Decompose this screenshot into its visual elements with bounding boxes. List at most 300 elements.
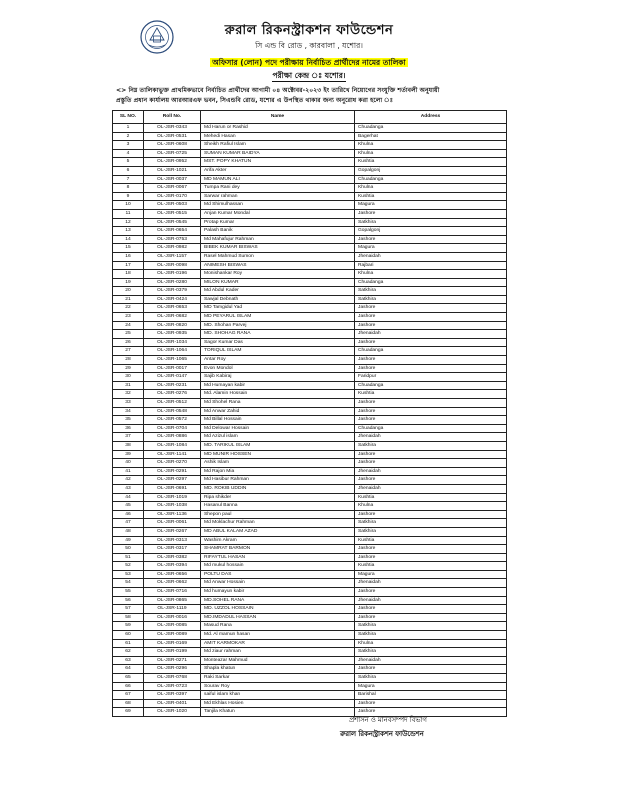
table-row (113, 373, 507, 382)
cell-roll: OL-JSR-0394 (144, 562, 201, 571)
cell-roll: OL-JSR-0865 (144, 596, 201, 605)
cell-sl: 36 (113, 424, 144, 433)
cell-roll: OL-JSR-1065 (144, 356, 201, 365)
cell-sl: 49 (113, 536, 144, 545)
cell-name: Ashik Islam (201, 459, 355, 468)
cell-roll: OL-JSR-0572 (144, 416, 201, 425)
cell-roll: OL-JSR-0662 (144, 579, 201, 588)
cell-sl: 45 (113, 502, 144, 511)
cell-sl: 15 (113, 244, 144, 253)
cell-roll: OL-JSR-0089 (144, 631, 201, 640)
cell-address: Satkhira (355, 218, 507, 227)
cell-name: MD. UZZOL HOSSAIN (201, 605, 355, 614)
table-row (113, 381, 507, 390)
cell-sl: 41 (113, 467, 144, 476)
cell-name: Sourav Roy (201, 682, 355, 691)
cell-sl: 11 (113, 209, 144, 218)
cell-sl: 52 (113, 562, 144, 571)
cell-address: Khulna (355, 141, 507, 150)
table-row (113, 287, 507, 296)
cell-sl: 68 (113, 699, 144, 708)
cell-name: Md Delowar Hossain (201, 424, 355, 433)
cell-name: Palash Banik (201, 227, 355, 236)
table-row (113, 441, 507, 450)
signature-org: রুরাল রিকনস্ট্রাকশন ফাউন্ডেশন (340, 730, 424, 738)
table-row (113, 338, 507, 347)
cell-address: Magura (355, 201, 507, 210)
cell-sl: 26 (113, 338, 144, 347)
table-row (113, 356, 507, 365)
cell-sl: 20 (113, 287, 144, 296)
cell-address: Jashore (355, 545, 507, 554)
cell-name: Ripa shikder (201, 493, 355, 502)
cell-address: Jashore (355, 459, 507, 468)
table-row (113, 510, 507, 519)
cell-sl: 8 (113, 184, 144, 193)
table-row (113, 304, 507, 313)
cell-roll: OL-JSR-0653 (144, 304, 201, 313)
table-row (113, 278, 507, 287)
table-row (113, 639, 507, 648)
cell-name: AMIT KARMOKAR (201, 639, 355, 648)
cell-name: MD. Shohan Parvej (201, 321, 355, 330)
table-row (113, 261, 507, 270)
cell-name: Md Anwar Zahid (201, 407, 355, 416)
table-row (113, 545, 507, 554)
table-row (113, 209, 507, 218)
notice-line-2: প্রস্তুতি প্রধান কার্যালয় আরআরএফ ভবন, সিএন্ডবি রোড, যশোর এ উপস্থিত থাকার জন্য অনুরোধ করা হলো ঃ (116, 96, 394, 104)
cell-roll: OL-JSR-0716 (144, 588, 201, 597)
cell-name: Masud Rana (201, 622, 355, 631)
cell-name: Antar Roy (201, 356, 355, 365)
cell-name: Shepon paul (201, 510, 355, 519)
cell-sl: 3 (113, 141, 144, 150)
cell-name: Md Billal Hossain (201, 416, 355, 425)
cell-sl: 48 (113, 527, 144, 536)
header-name: Name (201, 111, 355, 124)
cell-sl: 50 (113, 545, 144, 554)
cell-name: Tanjila Khatun (201, 708, 355, 717)
cell-address: Gopalgonj (355, 227, 507, 236)
cell-name: Md mukul hossain (201, 562, 355, 571)
cell-sl: 60 (113, 631, 144, 640)
cell-address: Khulna (355, 270, 507, 279)
cell-roll: OL-JSR-0768 (144, 674, 201, 683)
cell-roll: OL-JSR-0291 (144, 467, 201, 476)
cell-name: Md Hasibur Rahman (201, 476, 355, 485)
candidate-table (112, 110, 507, 717)
table-row (113, 682, 507, 691)
notice (116, 86, 502, 105)
cell-roll: OL-JSR-0199 (144, 648, 201, 657)
cell-sl: 9 (113, 192, 144, 201)
cell-address: Satkhira (355, 631, 507, 640)
cell-sl: 21 (113, 295, 144, 304)
cell-roll: OL-JSR-1141 (144, 450, 201, 459)
cell-address: Jashore (355, 235, 507, 244)
org-name: রুরাল রিকনস্ট্রাকশন ফাউন্ডেশন (224, 23, 394, 38)
cell-roll: OL-JSR-0317 (144, 545, 201, 554)
cell-sl: 13 (113, 227, 144, 236)
table-row (113, 433, 507, 442)
table-row (113, 252, 507, 261)
cell-roll: OL-JSR-0098 (144, 261, 201, 270)
cell-name: MD PEYARUL ISLAM (201, 313, 355, 322)
cell-address: Jashore (355, 699, 507, 708)
cell-sl: 43 (113, 484, 144, 493)
cell-roll: OL-JSR-0231 (144, 381, 201, 390)
table-row (113, 313, 507, 322)
table-row (113, 295, 507, 304)
cell-roll: OL-JSR-0067 (144, 184, 201, 193)
table-row (113, 527, 507, 536)
cell-name: MD.SOHEL RANA (201, 596, 355, 605)
cell-address: Jhenaidah (355, 467, 507, 476)
cell-sl: 23 (113, 313, 144, 322)
table-row (113, 665, 507, 674)
cell-roll: OL-JSR-0276 (144, 390, 201, 399)
cell-name: TORIQUL ISLAM (201, 347, 355, 356)
cell-address: Magura (355, 682, 507, 691)
table-row (113, 321, 507, 330)
cell-roll: OL-JSR-0085 (144, 622, 201, 631)
cell-address: Magura (355, 244, 507, 253)
cell-name: MD. ROKIB UDDIN (201, 484, 355, 493)
cell-address: Barishal (355, 691, 507, 700)
cell-sl: 39 (113, 450, 144, 459)
cell-sl: 2 (113, 132, 144, 141)
cell-sl: 33 (113, 399, 144, 408)
cell-address: Jashore (355, 364, 507, 373)
cell-name: SUMAN KUMAR BAIDYA (201, 149, 355, 158)
cell-name: Mehedi Hasan (201, 132, 355, 141)
cell-address: Jashore (355, 321, 507, 330)
cell-name: MD. TARIKUL ISLAM (201, 441, 355, 450)
cell-address: Jashore (355, 708, 507, 717)
cell-roll: OL-JSR-0061 (144, 519, 201, 528)
cell-name: MD ABUL KALAM AZAD (201, 527, 355, 536)
cell-roll: OL-JSR-0820 (144, 321, 201, 330)
cell-address: Jashore (355, 553, 507, 562)
table-row (113, 708, 507, 717)
cell-address: Chuadanga (355, 381, 507, 390)
cell-address: Satkhira (355, 674, 507, 683)
cell-name: saiful islam khan (201, 691, 355, 700)
cell-address: Jhenaidah (355, 656, 507, 665)
table-row (113, 132, 507, 141)
table-body (113, 124, 507, 717)
cell-roll: OL-JSR-0147 (144, 373, 201, 382)
cell-roll: OL-JSR-1157 (144, 252, 201, 261)
cell-name: Md Azizul islam (201, 433, 355, 442)
table-row (113, 648, 507, 657)
cell-name: Md. Al mamun hasan (201, 631, 355, 640)
cell-address: Jashore (355, 338, 507, 347)
cell-address: Jhenaidah (355, 579, 507, 588)
cell-address: Satkhira (355, 287, 507, 296)
cell-sl: 32 (113, 390, 144, 399)
cell-roll: OL-JSR-0704 (144, 424, 201, 433)
cell-roll: OL-JSR-0397 (144, 691, 201, 700)
cell-address: Rajbari (355, 261, 507, 270)
cell-address: Jhenaidah (355, 484, 507, 493)
cell-address: Kushtia (355, 493, 507, 502)
table-row (113, 570, 507, 579)
cell-name: Arifa Akter (201, 166, 355, 175)
cell-address: Khulna (355, 184, 507, 193)
cell-address: Jashore (355, 416, 507, 425)
cell-name: Md Mahafujur Rahman (201, 235, 355, 244)
table-row (113, 691, 507, 700)
cell-roll: OL-JSR-1019 (144, 493, 201, 502)
cell-roll: OL-JSR-0982 (144, 244, 201, 253)
cell-address: Jhenaidah (355, 433, 507, 442)
cell-name: MD.IMDADUL HASSAN (201, 613, 355, 622)
exam-center (0, 71, 618, 83)
cell-roll: OL-JSR-0270 (144, 459, 201, 468)
cell-address: Jashore (355, 588, 507, 597)
cell-roll: OL-JSR-0723 (144, 682, 201, 691)
table-row (113, 330, 507, 339)
cell-sl: 18 (113, 270, 144, 279)
org-address: সি এন্ড বি রোড , কারবালা , যশোর। (255, 41, 363, 50)
cell-address: Satkhira (355, 648, 507, 657)
cell-roll: OL-JSR-0382 (144, 553, 201, 562)
cell-sl: 1 (113, 124, 144, 133)
cell-address: Faridpur (355, 373, 507, 382)
cell-sl: 24 (113, 321, 144, 330)
cell-sl: 58 (113, 613, 144, 622)
cell-sl: 27 (113, 347, 144, 356)
cell-name: Shapla khatun (201, 665, 355, 674)
table-row (113, 613, 507, 622)
cell-sl: 5 (113, 158, 144, 167)
table-row (113, 519, 507, 528)
cell-sl: 42 (113, 476, 144, 485)
cell-name: Md Humayan kabir (201, 381, 355, 390)
table-row (113, 631, 507, 640)
cell-sl: 63 (113, 656, 144, 665)
table-row (113, 476, 507, 485)
cell-sl: 54 (113, 579, 144, 588)
cell-address: Jhenaidah (355, 252, 507, 261)
cell-name: Raki Sarkar (201, 674, 355, 683)
cell-sl: 37 (113, 433, 144, 442)
cell-name: Md Anwar Hossain (201, 579, 355, 588)
cell-sl: 53 (113, 570, 144, 579)
cell-roll: OL-JSR-1084 (144, 441, 201, 450)
cell-roll: OL-JSR-0313 (144, 536, 201, 545)
cell-address: Chuadanga (355, 278, 507, 287)
cell-name: MD Tamgidul Yad (201, 304, 355, 313)
table-row (113, 192, 507, 201)
cell-sl: 46 (113, 510, 144, 519)
cell-roll: OL-JSR-0296 (144, 665, 201, 674)
cell-sl: 30 (113, 373, 144, 382)
cell-sl: 6 (113, 166, 144, 175)
cell-address: Kushtia (355, 390, 507, 399)
cell-roll: OL-JSR-0379 (144, 287, 201, 296)
cell-roll: OL-JSR-1020 (144, 708, 201, 717)
cell-address: Jashore (355, 450, 507, 459)
table-row (113, 390, 507, 399)
cell-address: Satkhira (355, 519, 507, 528)
cell-sl: 40 (113, 459, 144, 468)
cell-roll: OL-JSR-0548 (144, 407, 201, 416)
cell-name: Md Moklachur Rahman (201, 519, 355, 528)
cell-name: Md ziaur rahman (201, 648, 355, 657)
cell-name: ANIMESH BISWAS (201, 261, 355, 270)
table-row (113, 270, 507, 279)
cell-address: Chuadanga (355, 424, 507, 433)
cell-address: Jashore (355, 665, 507, 674)
cell-name: Sarwar rahman (201, 192, 355, 201)
cell-address: Khulna (355, 502, 507, 511)
cell-roll: OL-JSR-0401 (144, 699, 201, 708)
cell-address: Magura (355, 570, 507, 579)
cell-address: Bagerhat (355, 132, 507, 141)
header-address: Address (355, 111, 507, 124)
cell-sl: 17 (113, 261, 144, 270)
cell-roll: OL-JSR-1064 (144, 347, 201, 356)
cell-sl: 57 (113, 605, 144, 614)
cell-name: MD. SHOHAG RANA (201, 330, 355, 339)
cell-address: Chuadanga (355, 175, 507, 184)
table-row (113, 399, 507, 408)
cell-address: Satkhira (355, 295, 507, 304)
cell-address: Khulna (355, 639, 507, 648)
cell-sl: 4 (113, 149, 144, 158)
cell-sl: 59 (113, 622, 144, 631)
table-row (113, 536, 507, 545)
table-row (113, 656, 507, 665)
cell-name: MST. POPY KHATUN (201, 158, 355, 167)
table-row (113, 175, 507, 184)
cell-sl: 56 (113, 596, 144, 605)
cell-address: Satkhira (355, 622, 507, 631)
cell-address: Jashore (355, 613, 507, 622)
cell-address: Jashore (355, 605, 507, 614)
table-header-row (113, 111, 507, 124)
table-row (113, 424, 507, 433)
cell-sl: 44 (113, 493, 144, 502)
cell-sl: 61 (113, 639, 144, 648)
cell-roll: OL-JSR-0545 (144, 218, 201, 227)
cell-address: Jashore (355, 476, 507, 485)
cell-address: Kushtia (355, 536, 507, 545)
cell-name: Sagor Kumar Das (201, 338, 355, 347)
cell-roll: OL-JSR-0037 (144, 175, 201, 184)
cell-name: MD MUNIR HOSSEN (201, 450, 355, 459)
table-row (113, 467, 507, 476)
cell-roll: OL-JSR-1119 (144, 605, 201, 614)
cell-sl: 55 (113, 588, 144, 597)
cell-roll: OL-JSR-0280 (144, 278, 201, 287)
cell-roll: OL-JSR-0691 (144, 484, 201, 493)
cell-name: Monishankar Roy (201, 270, 355, 279)
table-row (113, 596, 507, 605)
cell-sl: 67 (113, 691, 144, 700)
table-row (113, 605, 507, 614)
cell-name: RIFAYTUL HASAN (201, 553, 355, 562)
cell-roll: OL-JSR-0016 (144, 613, 201, 622)
cell-address: Jashore (355, 313, 507, 322)
cell-name: Md Shohel Rana (201, 399, 355, 408)
cell-roll: OL-JSR-0656 (144, 570, 201, 579)
exam-center-text: পরীক্ষা কেন্দ্র ঃ যশোর। (272, 71, 346, 80)
cell-sl: 51 (113, 553, 144, 562)
cell-address: Jashore (355, 510, 507, 519)
cell-name: Rasel Mahmud Sumon (201, 252, 355, 261)
table-row (113, 699, 507, 708)
cell-sl: 64 (113, 665, 144, 674)
header-sl: SL NO. (113, 111, 144, 124)
table-row (113, 502, 507, 511)
cell-sl: 31 (113, 381, 144, 390)
cell-address: Jhenaidah (355, 596, 507, 605)
cell-roll: OL-JSR-0725 (144, 149, 201, 158)
cell-sl: 7 (113, 175, 144, 184)
table-row (113, 235, 507, 244)
table-row (113, 141, 507, 150)
cell-sl: 69 (113, 708, 144, 717)
cell-sl: 35 (113, 416, 144, 425)
cell-roll: OL-JSR-0886 (144, 433, 201, 442)
signature-dept: প্রশাসন ও মানবসম্পদ বিভাগ (349, 716, 427, 724)
cell-name: Md Ekhlas Hosien (201, 699, 355, 708)
cell-name: Anjan Kumar Mondal (201, 209, 355, 218)
cell-name: Md Abdul Kader (201, 287, 355, 296)
cell-roll: OL-JSR-0682 (144, 313, 201, 322)
table-row (113, 244, 507, 253)
cell-name: Monteazar Mahmud (201, 656, 355, 665)
header-roll: Roll No. (144, 111, 201, 124)
cell-roll: OL-JSR-0267 (144, 527, 201, 536)
cell-roll: OL-JSR-1136 (144, 510, 201, 519)
cell-roll: OL-JSR-0503 (144, 201, 201, 210)
cell-address: Jashore (355, 356, 507, 365)
table-row (113, 553, 507, 562)
cell-address: Satkhira (355, 441, 507, 450)
cell-name: Sheikh Rafiul Islam (201, 141, 355, 150)
table-row (113, 674, 507, 683)
table-row (113, 416, 507, 425)
cell-name: Washim Akram (201, 536, 355, 545)
cell-roll: OL-JSR-0196 (144, 270, 201, 279)
table-row (113, 347, 507, 356)
cell-name: Md. Alamin Hossain (201, 390, 355, 399)
cell-name: POLTU DAS (201, 570, 355, 579)
list-title (0, 58, 618, 70)
table-row (113, 201, 507, 210)
cell-address: Kushtia (355, 158, 507, 167)
cell-address: Khulna (355, 149, 507, 158)
cell-roll: OL-JSR-0017 (144, 364, 201, 373)
cell-address: Chuadanga (355, 347, 507, 356)
cell-name: MILON KUMAR (201, 278, 355, 287)
cell-name: Hasanul Banna (201, 502, 355, 511)
table-row (113, 493, 507, 502)
cell-address: Kushtia (355, 192, 507, 201)
cell-roll: OL-JSR-0654 (144, 227, 201, 236)
table-row (113, 562, 507, 571)
cell-roll: OL-JSR-0297 (144, 476, 201, 485)
cell-address: Jashore (355, 209, 507, 218)
cell-roll: OL-JSR-0512 (144, 399, 201, 408)
cell-roll: OL-JSR-0170 (144, 192, 201, 201)
notice-line-1: <> নিম্ন তালিকাভুক্ত প্রাথমিকভাবে নির্বাচিত প্রার্থীদের আগামী ০৪ অক্টোবর-২০২৩ ইং তারিখে নিয়োগের সংযুক্তি শর্তাবলী অনুযায়ী (116, 87, 440, 94)
table-row (113, 459, 507, 468)
